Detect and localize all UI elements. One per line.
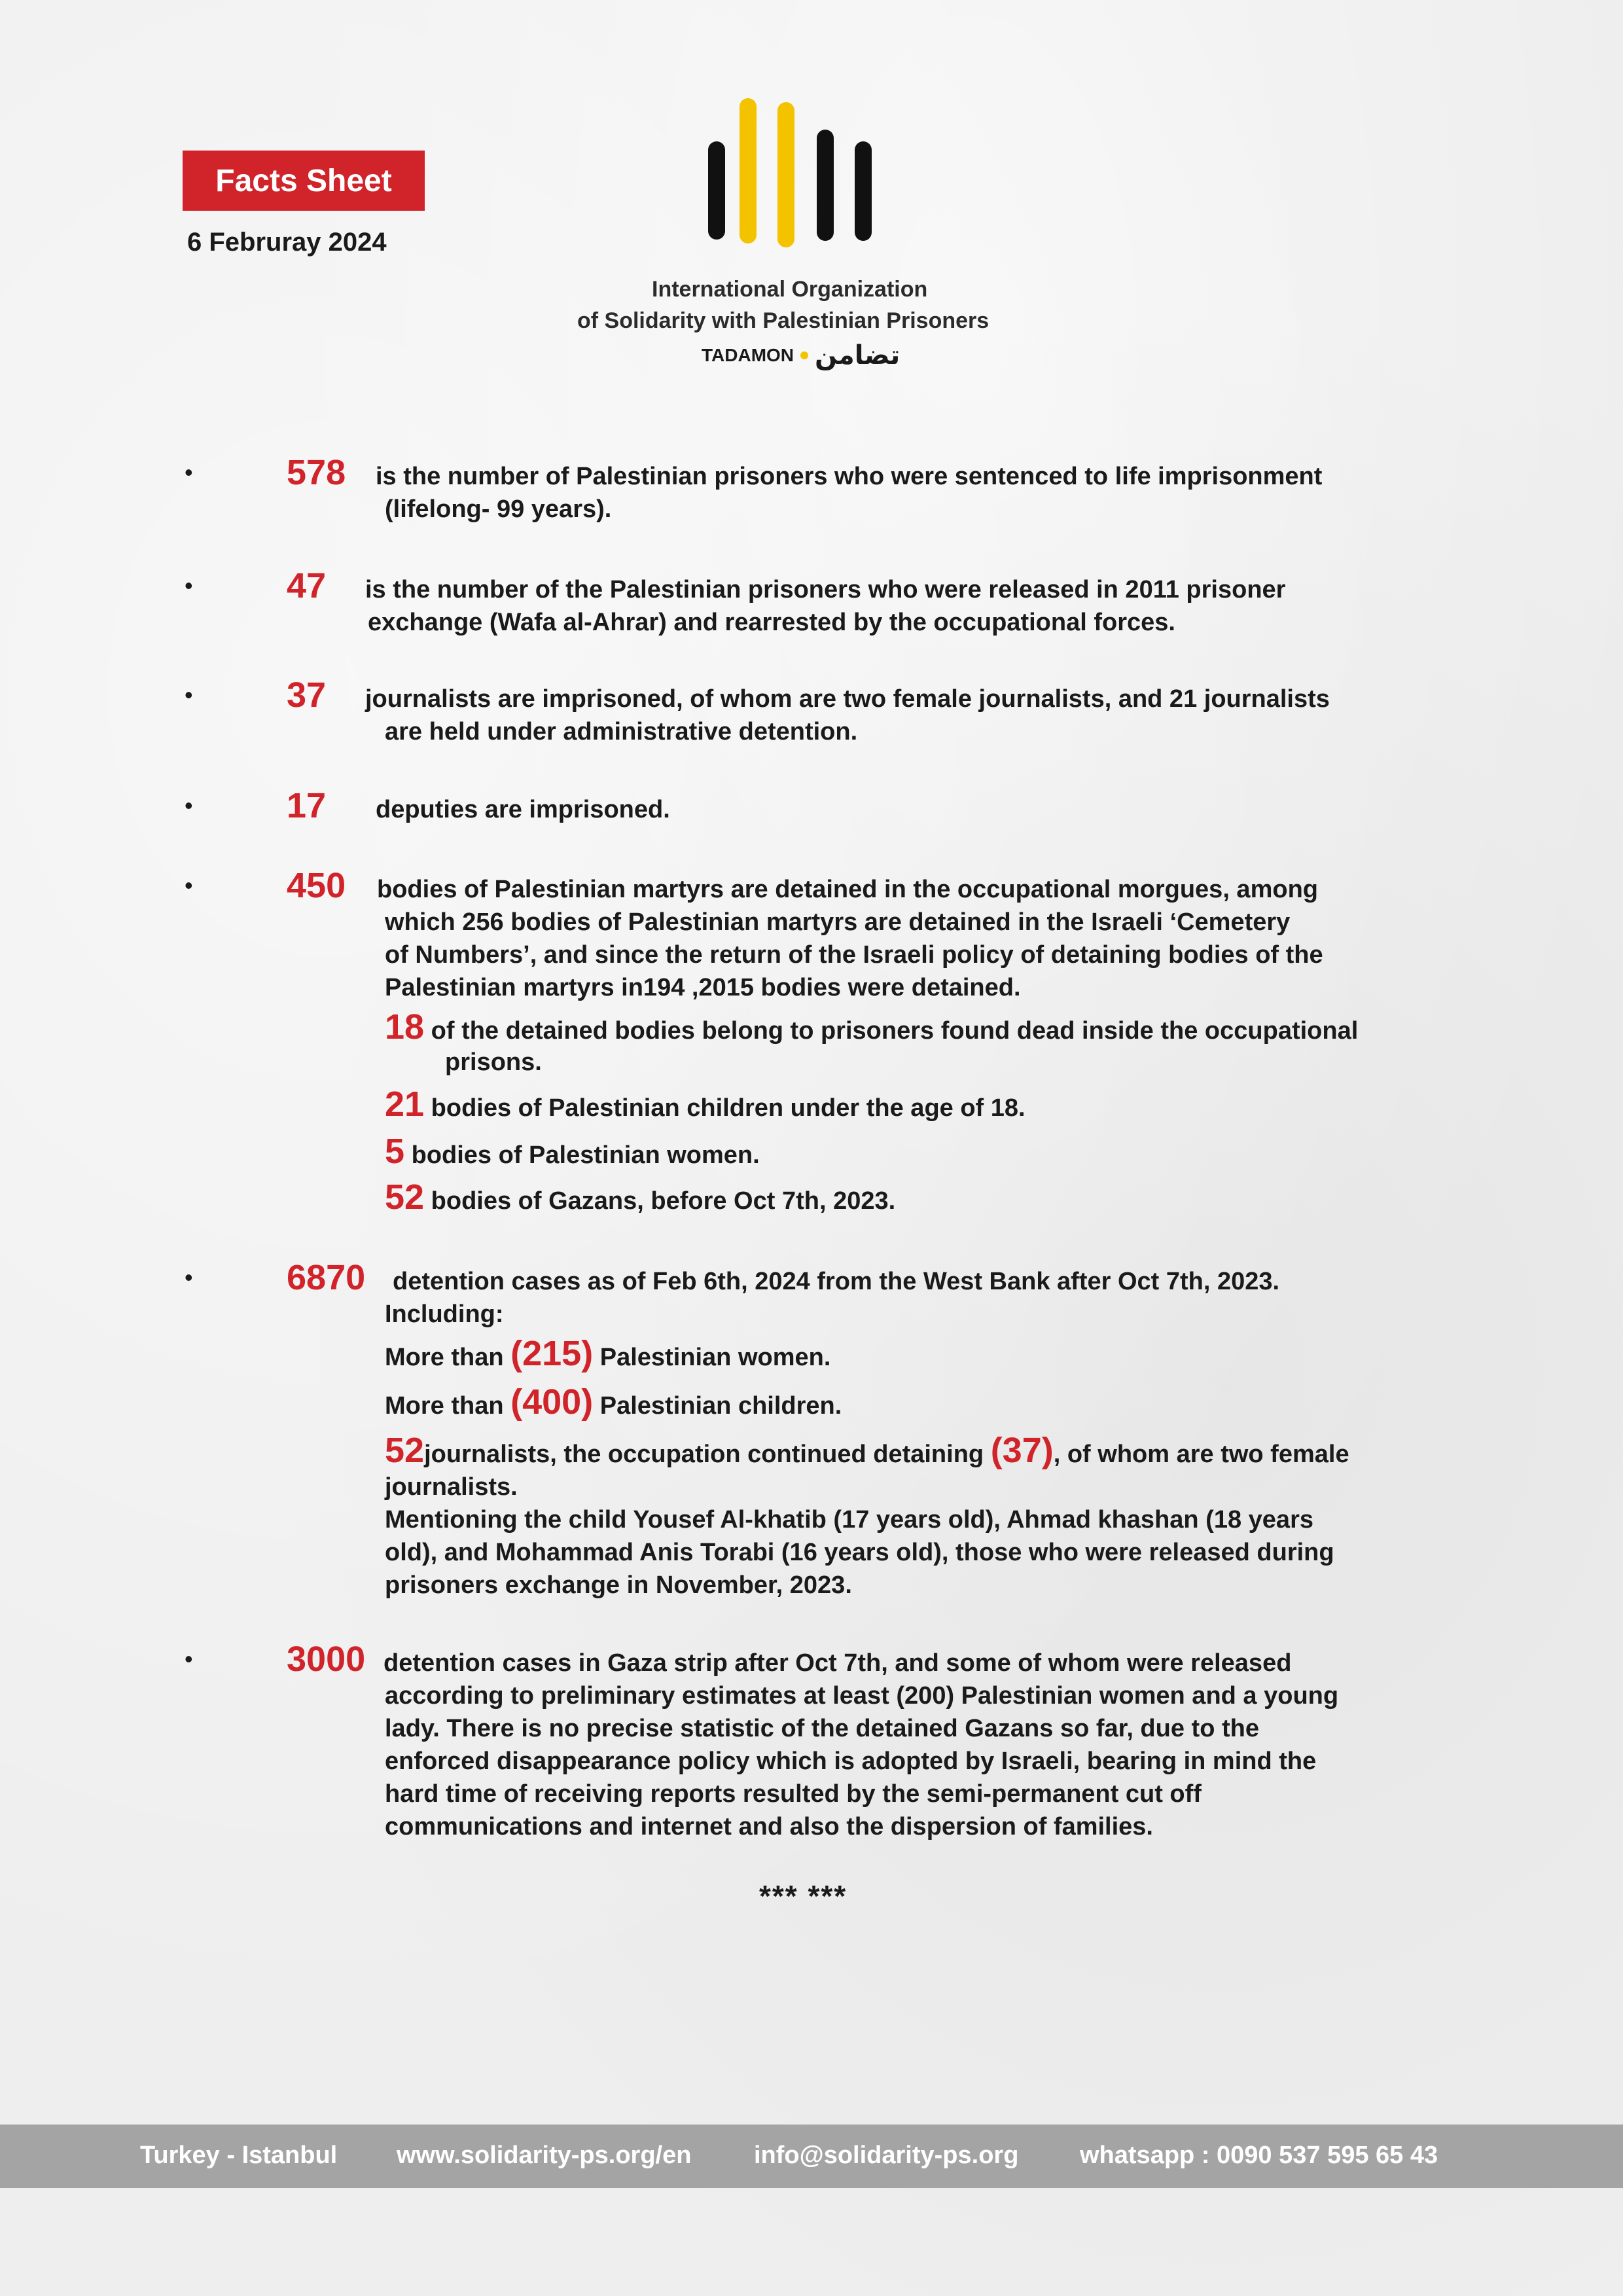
sub-fact-text: of the detained bodies belong to prisoners found dead inside the occupational [431,1017,1359,1045]
mention-text: old), and Mohammad Anis Torabi (16 years old), those who were released during [385,1539,1334,1566]
women-number: (215) [510,1334,594,1373]
fact-text: is the number of the Palestinian prisoners who were released in 2011 prisoner [365,576,1286,603]
sub-fact [385,1177,896,1217]
fact-number: 6870 [287,1258,366,1297]
sub-fact-text: prisons. [445,1049,542,1076]
brand-name [702,340,900,370]
fact-text: exchange (Wafa al-Ahrar) and rearrested by the occupational forces. [368,609,1175,636]
fact-text: detention cases as of Feb 6th, 2024 from the West Bank after Oct 7th, 2023. [393,1268,1280,1295]
children-post: Palestinian children. [599,1392,842,1420]
fact-number: 578 [287,453,346,492]
fact-text: detention cases in Gaza strip after Oct 7th, and some of whom were released [383,1649,1292,1677]
sub-fact [385,1085,1026,1124]
org-name-line1: International Organization [652,277,928,302]
brand-arabic: تضامن [815,340,901,370]
fact-text: journalists are imprisoned, of whom are two female journalists, and 21 journalists [365,685,1330,713]
bullet: • [185,872,193,899]
brand-dot-icon [800,351,808,359]
fact-number: 37 [287,675,327,715]
bullet: • [185,681,193,708]
fact-text: hard time of receiving reports resulted by the semi-permanent cut off [385,1780,1202,1808]
organization-name [576,274,1047,336]
mention-text: Mentioning the child Yousef Al-khatib (17 years old), Ahmad khashan (18 years [385,1506,1313,1534]
journalists-number: 52 [385,1431,425,1470]
brand-latin: TADAMON [702,345,794,365]
sub-fact-number: 5 [385,1132,405,1171]
footer-website-link[interactable]: www.solidarity-ps.org/en [397,2142,692,2169]
journalists-count-line [385,1431,1349,1471]
fact-text: Including: [385,1300,504,1328]
sub-fact-number: 52 [385,1177,425,1217]
footer-bar [0,2125,1623,2188]
fact-text: (lifelong- 99 years). [385,495,612,523]
section-divider: *** *** [759,1879,847,1913]
fact-text: of Numbers’, and since the return of the Israeli policy of detaining bodies of the [385,941,1323,969]
fact-text: Palestinian martyrs in194 ,2015 bodies were detained. [385,974,1021,1001]
bullet: • [185,792,193,819]
bullet: • [185,572,193,599]
fact-text: lady. There is no precise statistic of the detained Gazans so far, due to the [385,1715,1259,1742]
fact-text: which 256 bodies of Palestinian martyrs are detained in the Israeli ‘Cemetery [385,908,1291,936]
sub-fact [385,1132,760,1172]
fact-number: 3000 [287,1640,366,1679]
children-number: (400) [510,1382,594,1422]
sub-fact-text: bodies of Gazans, before Oct 7th, 2023. [431,1187,896,1215]
sub-fact-text: bodies of Palestinian children under the age of 18. [431,1094,1026,1122]
fact-text: according to preliminary estimates at least (200) Palestinian women and a young [385,1682,1339,1710]
fact-number: 450 [287,866,346,905]
bullet: • [185,1264,193,1291]
fact-text: is the number of Palestinian prisoners who were sentenced to life imprisonment [376,463,1323,490]
sub-fact-number: 18 [385,1007,425,1047]
women-post: Palestinian women. [599,1344,831,1371]
women-pre: More than [385,1344,504,1371]
sub-fact-text: bodies of Palestinian women. [411,1141,760,1169]
journalists-line2: journalists. [385,1473,518,1501]
facts-sheet-badge: Facts Sheet [183,151,425,211]
fact-text: enforced disappearance policy which is adopted by Israeli, bearing in mind the [385,1748,1317,1775]
journalists-mid: journalists, the occupation continued detaining [424,1441,984,1468]
footer-email-link[interactable]: info@solidarity-ps.org [754,2142,1019,2169]
journalists-post: , of whom are two female [1053,1441,1349,1468]
org-name-line2: of Solidarity with Palestinian Prisoners [577,308,990,333]
fact-number: 47 [287,566,327,605]
sub-fact-number: 21 [385,1085,425,1124]
fact-text: are held under administrative detention. [385,718,858,745]
footer-whatsapp: whatsapp : 0090 537 595 65 43 [1080,2142,1438,2169]
children-count-line [385,1382,842,1422]
women-count-line [385,1334,831,1374]
sub-fact [385,1007,1359,1047]
fact-text: bodies of Palestinian martyrs are detained in the occupational morgues, among [377,876,1318,903]
fact-text: communications and internet and also the dispersion of families. [385,1813,1153,1840]
fact-text: deputies are imprisoned. [376,796,670,823]
children-pre: More than [385,1392,504,1420]
bullet: • [185,1645,193,1672]
fact-number: 17 [287,786,327,825]
journalists-detained-number: (37) [990,1431,1054,1470]
document-date: 6 Februray 2024 [187,228,387,257]
footer-location: Turkey - Istanbul [140,2142,338,2169]
bullet: • [185,459,193,486]
mention-text: prisoners exchange in November, 2023. [385,1571,852,1599]
